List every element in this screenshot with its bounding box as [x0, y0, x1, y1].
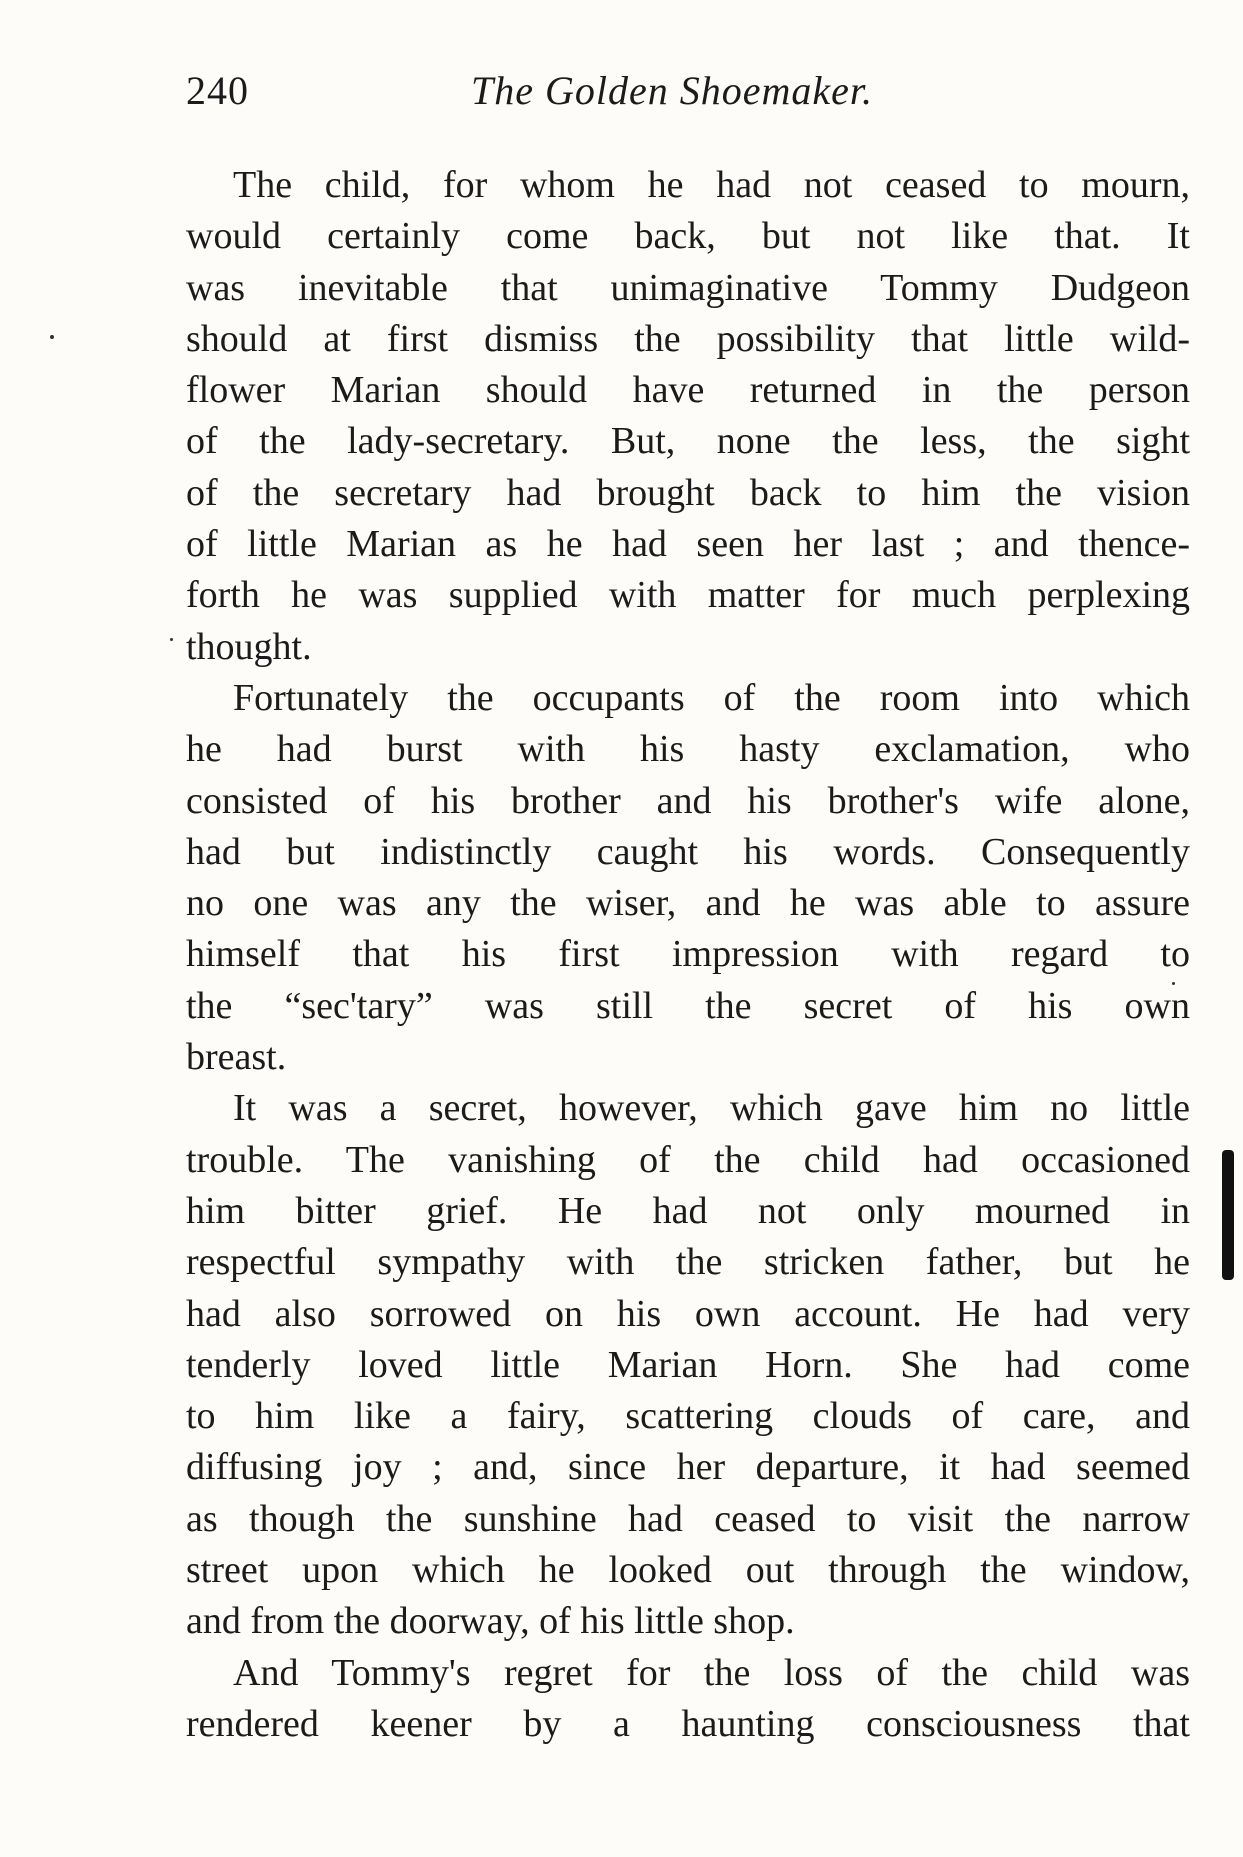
- text-line: The child, for whom he had not ceased to mourn,: [233, 164, 1190, 206]
- text-line: of the lady-secretary. But, none the less, the sight: [186, 420, 1190, 463]
- text-line: should at first dismiss the possibility that little wild-: [186, 317, 1190, 360]
- paragraph-4: [186, 1648, 1190, 1751]
- text-line: thought.: [186, 625, 312, 668]
- scan-speck: [50, 335, 54, 339]
- text-line: himself that his first impression with regard to: [186, 933, 1190, 976]
- text-line: street upon which he looked out through the window,: [186, 1549, 1190, 1592]
- text-line: tenderly loved little Marian Horn. She had come: [186, 1343, 1190, 1386]
- text-line: had also sorrowed on his own account. He had very: [186, 1292, 1190, 1335]
- text-line: respectful sympathy with the stricken father, but he: [186, 1241, 1190, 1284]
- scan-edge-mark: [1222, 1150, 1234, 1280]
- text-line: It was a secret, however, which gave him no little: [233, 1087, 1190, 1130]
- text-line: flower Marian should have returned in the person: [186, 369, 1190, 412]
- text-line: to him like a fairy, scattering clouds of care, and: [186, 1395, 1190, 1438]
- text-line: would certainly come back, but not like that. It: [186, 215, 1190, 258]
- text-line: And Tommy's regret for the loss of the child was: [233, 1651, 1190, 1694]
- paragraph-2: [186, 673, 1190, 1083]
- text-line: had but indistinctly caught his words. Consequently: [186, 830, 1190, 873]
- text-line: was inevitable that unimaginative Tommy Dudgeon: [186, 266, 1190, 309]
- text-line: no one was any the wiser, and he was able to assure: [186, 882, 1190, 925]
- paragraph-3: [186, 1083, 1190, 1647]
- text-line: of the secretary had brought back to him the vision: [186, 471, 1190, 514]
- text-line: diffusing joy ; and, since her departure, it had seemed: [186, 1446, 1190, 1489]
- text-line: consisted of his brother and his brother's wife alone,: [186, 779, 1190, 822]
- text-line: as though the sunshine had ceased to visit the narrow: [186, 1497, 1190, 1540]
- text-line: trouble. The vanishing of the child had occasioned: [186, 1138, 1190, 1181]
- text-line: Fortunately the occupants of the room into which: [233, 676, 1190, 719]
- text-line: forth he was supplied with matter for much perplexing: [186, 574, 1190, 617]
- text-line: the “sec'tary” was still the secret of his own: [186, 984, 1190, 1027]
- scan-speck: [1172, 982, 1175, 985]
- text-line: him bitter grief. He had not only mourned in: [186, 1189, 1190, 1232]
- body-text: [186, 160, 1190, 1750]
- scan-speck: [170, 638, 173, 641]
- page-number: 240: [186, 68, 249, 113]
- text-line: and from the doorway, of his little shop.: [186, 1600, 795, 1643]
- text-line: rendered keener by a haunting consciousness that: [186, 1702, 1190, 1745]
- text-line: of little Marian as he had seen her last ; and thence-: [186, 523, 1190, 566]
- running-title: The Golden Shoemaker.: [471, 68, 874, 113]
- paragraph-1: [186, 160, 1190, 673]
- text-line: he had burst with his hasty exclamation, who: [186, 728, 1190, 771]
- text-line: breast.: [186, 1036, 287, 1079]
- running-head: [186, 66, 1186, 116]
